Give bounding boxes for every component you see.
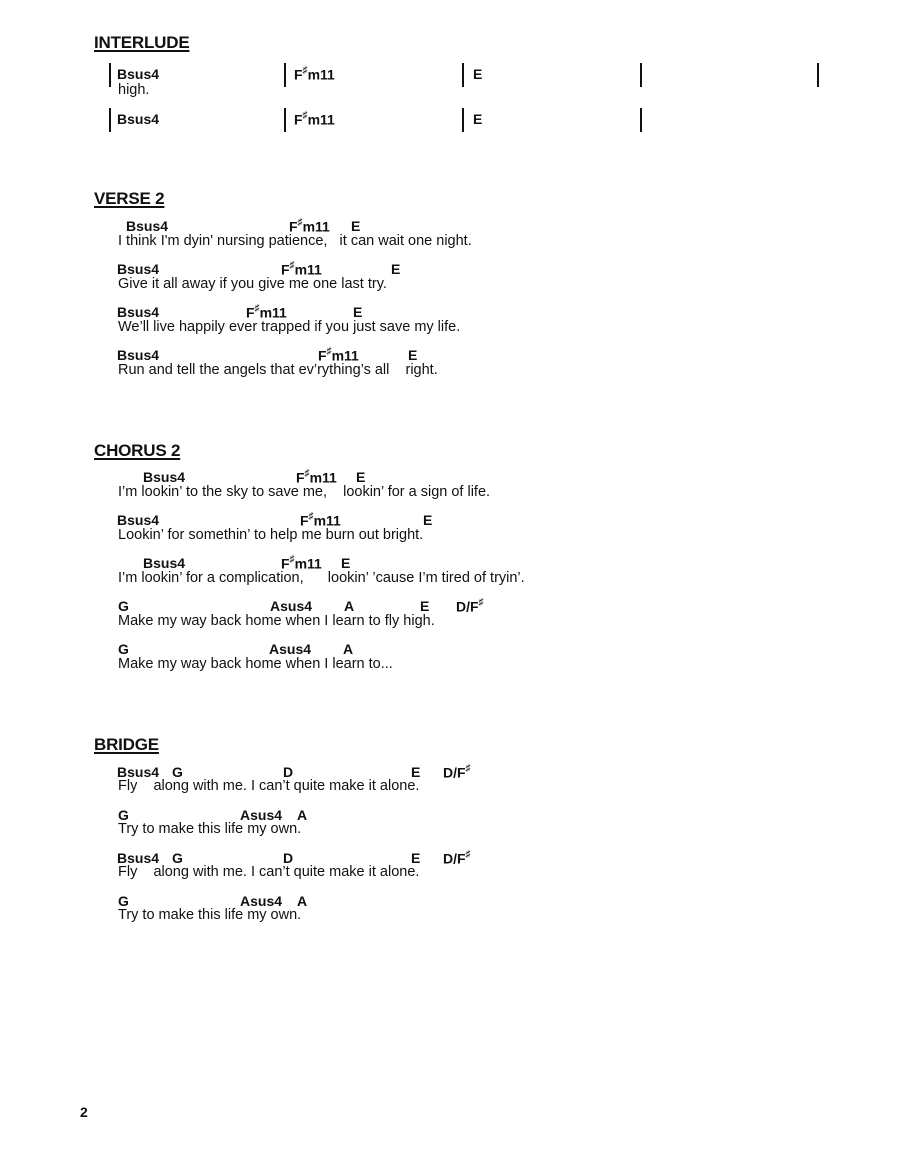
bar-line: [640, 108, 642, 132]
chord: D: [283, 764, 294, 780]
lyric-line: We’ll live happily ever trapped if you just save my life.: [118, 319, 461, 335]
chord: E: [353, 304, 363, 320]
chord: E: [391, 261, 401, 277]
chord: Bsus4: [117, 261, 160, 277]
chord: A: [297, 807, 308, 823]
chord: F♯m11: [318, 346, 359, 364]
chord: A: [344, 598, 355, 614]
lyric-line: I think I'm dyin' nursing patience, it can wait one night.: [118, 233, 472, 249]
chord: Bsus4: [117, 111, 160, 127]
chord: Asus4: [269, 641, 312, 657]
chord: Bsus4: [117, 347, 160, 363]
chord: E: [408, 347, 418, 363]
chord: F♯m11: [246, 303, 287, 321]
chord: Bsus4: [117, 304, 160, 320]
chord: G: [118, 893, 129, 909]
chord: F♯m11: [294, 65, 335, 83]
bar-line: [284, 108, 286, 132]
chord: Bsus4: [143, 555, 186, 571]
chord: E: [473, 111, 483, 127]
chord: D/F♯: [456, 597, 484, 615]
interlude-heading: INTERLUDE: [94, 33, 190, 52]
lyric-line: I’m lookin’ to the sky to save me, lookin’ for a sign of life.: [118, 484, 491, 500]
bar-line: [817, 63, 819, 87]
bar-line: [109, 108, 111, 132]
chord: E: [356, 469, 366, 485]
chord: E: [411, 850, 421, 866]
bar-line: [640, 63, 642, 87]
chord: F♯m11: [294, 110, 335, 128]
chorus-2-heading: CHORUS 2: [94, 441, 181, 460]
bridge-heading: BRIDGE: [94, 735, 159, 754]
bar-line: [109, 63, 111, 87]
chord: D: [283, 850, 294, 866]
chord: E: [411, 764, 421, 780]
chord: Bsus4: [143, 469, 186, 485]
chord: G: [172, 764, 183, 780]
chord: E: [420, 598, 430, 614]
lyric-line: Fly along with me. I can’t quite make it alone.: [118, 778, 420, 794]
lyric-line: Give it all away if you give me one last try.: [118, 276, 387, 292]
chord: E: [341, 555, 351, 571]
lyric-line: Make my way back home when I learn to...: [118, 656, 393, 672]
chord: G: [172, 850, 183, 866]
chord: Asus4: [240, 807, 283, 823]
chord: Asus4: [240, 893, 283, 909]
lyric-line: I’m lookin’ for a complication, lookin’ ’cause I’m tired of tryin’.: [118, 570, 525, 586]
chord: F♯m11: [296, 468, 337, 486]
lyric-line: high.: [118, 82, 150, 98]
chord: G: [118, 641, 129, 657]
chord: Bsus4: [117, 764, 160, 780]
chord: E: [473, 66, 483, 82]
chord: Asus4: [270, 598, 313, 614]
chord: Bsus4: [117, 66, 160, 82]
chord: Bsus4: [117, 850, 160, 866]
page-number: 2: [80, 1104, 88, 1120]
chord: F♯m11: [281, 554, 322, 572]
lyric-line: Run and tell the angels that ev’rything’s all right.: [118, 362, 438, 378]
chord: F♯m11: [300, 511, 341, 529]
chord: Bsus4: [117, 512, 160, 528]
chord: E: [351, 218, 361, 234]
chord: A: [343, 641, 354, 657]
bar-line: [462, 63, 464, 87]
chord: D/F♯: [443, 849, 471, 867]
lyric-line: Try to make this life my own.: [118, 821, 302, 837]
bar-line: [284, 63, 286, 87]
bar-line: [462, 108, 464, 132]
chord: Bsus4: [126, 218, 169, 234]
chord: G: [118, 598, 129, 614]
chord: A: [297, 893, 308, 909]
lyric-line: Lookin’ for somethin’ to help me burn out bright.: [118, 527, 424, 543]
chord: F♯m11: [289, 217, 330, 235]
chord: G: [118, 807, 129, 823]
lyric-line: Try to make this life my own.: [118, 907, 302, 923]
lyric-line: Fly along with me. I can’t quite make it alone.: [118, 864, 420, 880]
lyric-line: Make my way back home when I learn to fly high.: [118, 613, 435, 629]
verse-2-heading: VERSE 2: [94, 189, 165, 208]
chord: F♯m11: [281, 260, 322, 278]
chord: E: [423, 512, 433, 528]
chord: D/F♯: [443, 763, 471, 781]
